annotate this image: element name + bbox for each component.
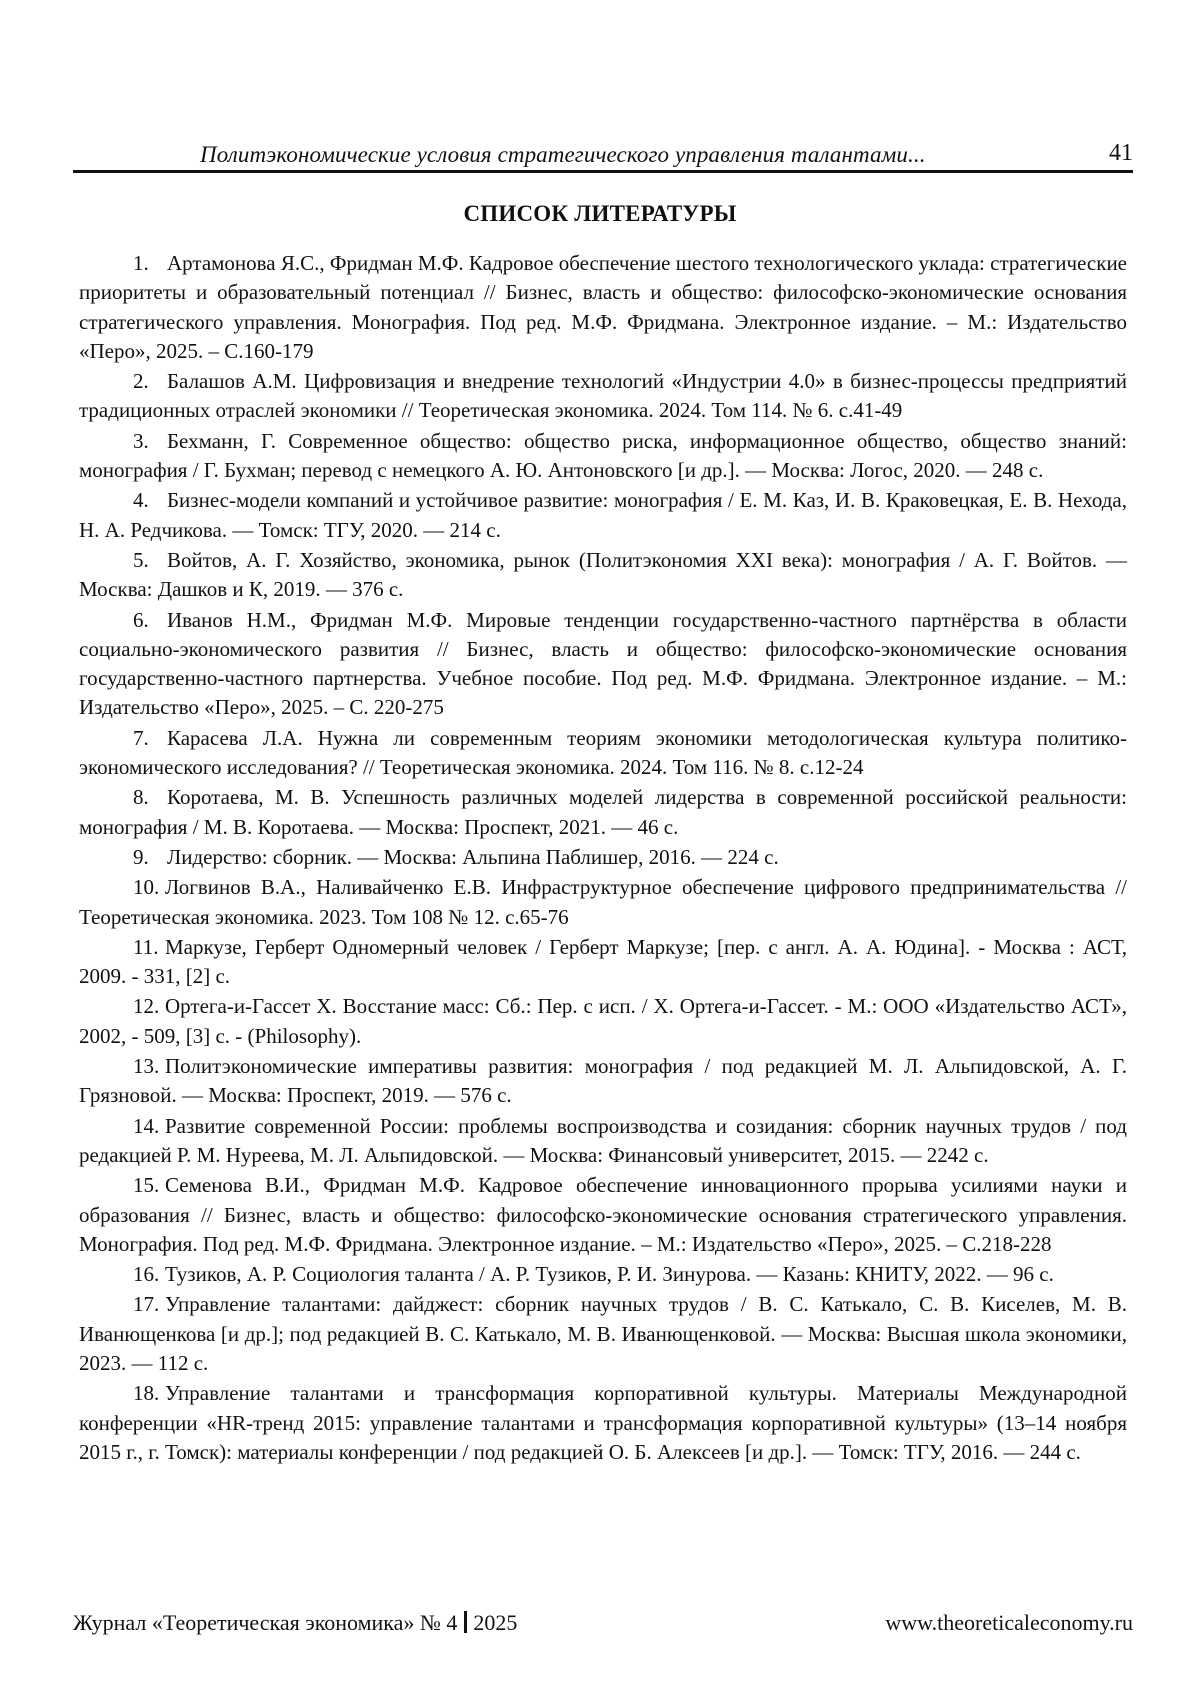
- reference-text: Управление талантами и трансформация корпоративной культуры. Материалы Международной конференции «HR-тренд 2015: управление талантами и трансформация корпоративной культуры» (13–14 ноября 2015 г., г. Томск): материалы конференции / под редакцией О. Б. Алексеев [и др.]. — Томск: ТГУ, 2016. — 244 с.: [79, 1381, 1127, 1464]
- reference-number: 17.: [133, 1290, 165, 1319]
- reference-item: [79, 933, 1127, 992]
- running-header: [73, 136, 1133, 173]
- reference-text: Политэкономические императивы развития: монография / под редакцией М. Л. Альпидовской, А. Г. Грязновой. — Москва: Проспект, 2019. — 576 с.: [79, 1054, 1127, 1107]
- reference-number: 12.: [133, 992, 165, 1021]
- reference-item: [79, 1260, 1127, 1289]
- reference-text: Управление талантами: дайджест: сборник научных трудов / В. С. Катькало, С. В. Киселев, М. В. Иванющенкова [и др.]; под редакцией В. С. Катькало, М. В. Иванющенковой. — Москва: Высшая школа экономики, 2023. — 112 с.: [79, 1292, 1127, 1375]
- reference-number: 5.: [133, 546, 167, 575]
- reference-number: 14.: [133, 1112, 165, 1141]
- reference-text: Бехманн, Г. Современное общество: общество риска, информационное общество, общество знаний: монография / Г. Бухман; перевод с немецкого А. Ю. Антоновского [и др.]. — Москва: Логос, 2020. — 248 с.: [79, 429, 1127, 482]
- footer-journal: [73, 1610, 517, 1636]
- reference-item: [79, 606, 1127, 723]
- reference-item: [79, 427, 1127, 486]
- reference-number: 8.: [133, 783, 167, 812]
- reference-item: [79, 873, 1127, 932]
- reference-number: 13.: [133, 1052, 165, 1081]
- reference-item: [79, 546, 1127, 605]
- journal-page: [0, 0, 1200, 1697]
- reference-text: Ортега-и-Гассет Х. Восстание масс: Сб.: Пер. с исп. / Х. Ортега-и-Гассет. - М.: ООО «Издательство АСТ», 2002, - 509, [3] с. - (Philosophy).: [79, 994, 1127, 1047]
- page-number: 41: [1109, 140, 1133, 167]
- reference-number: 7.: [133, 724, 167, 753]
- reference-number: 15.: [133, 1171, 165, 1200]
- reference-number: 10.: [133, 873, 165, 902]
- reference-text: Тузиков, А. Р. Социология таланта / А. Р. Тузиков, Р. И. Зинурова. — Казань: КНИТУ, 2022. — 96 с.: [165, 1262, 1054, 1286]
- reference-number: 3.: [133, 427, 167, 456]
- references-heading: СПИСОК ЛИТЕРАТУРЫ: [0, 201, 1200, 227]
- reference-item: [79, 724, 1127, 783]
- reference-number: 9.: [133, 843, 167, 872]
- reference-item: [79, 367, 1127, 426]
- reference-list: [79, 249, 1127, 1468]
- reference-text: Артамонова Я.С., Фридман М.Ф. Кадровое обеспечение шестого технологического уклада: стратегические приоритеты и образовательный потенциал // Бизнес, власть и общество: философско-экономические основания стратегического управления. Монография. Под ред. М.Ф. Фридмана. Электронное издание. – М.: Издательство «Перо», 2025. – С.160-179: [79, 251, 1127, 363]
- reference-item: [79, 843, 1127, 872]
- reference-text: Семенова В.И., Фридман М.Ф. Кадровое обеспечение инновационного прорыва усилиями науки и образования // Бизнес, власть и общество: философско-экономические основания стратегического управления. Монография. Под ред. М.Ф. Фридмана. Электронное издание. – М.: Издательство «Перо», 2025. – С.218-228: [79, 1173, 1127, 1256]
- reference-text: Коротаева, М. В. Успешность различных моделей лидерства в современной российской реальности: монография / М. В. Коротаева. — Москва: Проспект, 2021. — 46 с.: [79, 785, 1127, 838]
- page-footer: [73, 1610, 1133, 1640]
- reference-item: [79, 1171, 1127, 1259]
- reference-item: [79, 249, 1127, 366]
- reference-text: Бизнес-модели компаний и устойчивое развитие: монография / Е. М. Каз, И. В. Краковецкая, Е. В. Нехода, Н. А. Редчикова. — Томск: ТГУ, 2020. — 214 с.: [79, 488, 1127, 541]
- reference-item: [79, 1290, 1127, 1378]
- reference-item: [79, 1112, 1127, 1171]
- running-title: Политэкономические условия стратегического управления талантами...: [200, 142, 926, 168]
- reference-text: Балашов А.М. Цифровизация и внедрение технологий «Индустрии 4.0» в бизнес-процессы предприятий традиционных отраслей экономики // Теоретическая экономика. 2024. Том 114. № 6. с.41-49: [79, 369, 1127, 422]
- reference-number: 1.: [133, 249, 167, 278]
- footer-website-link[interactable]: www.theoreticaleconomy.ru: [885, 1610, 1133, 1636]
- reference-item: [79, 783, 1127, 842]
- reference-item: [79, 1379, 1127, 1467]
- reference-number: 4.: [133, 486, 167, 515]
- reference-text: Лидерство: сборник. — Москва: Альпина Паблишер, 2016. — 224 с.: [167, 845, 779, 869]
- reference-number: 18.: [133, 1379, 165, 1408]
- reference-number: 6.: [133, 606, 167, 635]
- reference-text: Логвинов В.А., Наливайченко Е.В. Инфраструктурное обеспечение цифрового предпринимательства // Теоретическая экономика. 2023. Том 108 № 12. с.65-76: [79, 875, 1127, 928]
- reference-number: 11.: [133, 933, 165, 962]
- reference-text: Иванов Н.М., Фридман М.Ф. Мировые тенденции государственно-частного партнёрства в области социально-экономического развития // Бизнес, власть и общество: философско-экономические основания государственно-частного партнерства. Учебное пособие. Под ред. М.Ф. Фридмана. Электронное издание. – М.: Издательство «Перо», 2025. – С. 220-275: [79, 608, 1127, 720]
- footer-journal-title: Журнал «Теоретическая экономика» № 4: [73, 1610, 457, 1635]
- reference-text: Маркузе, Герберт Одномерный человек / Герберт Маркузе; [пер. с англ. А. А. Юдина]. - Москва : АСТ, 2009. - 331, [2] с.: [79, 935, 1127, 988]
- reference-item: [79, 486, 1127, 545]
- footer-year: 2025: [473, 1610, 517, 1635]
- reference-item: [79, 1052, 1127, 1111]
- reference-item: [79, 992, 1127, 1051]
- reference-number: 16.: [133, 1260, 165, 1289]
- reference-text: Войтов, А. Г. Хозяйство, экономика, рынок (Политэкономия XXI века): монография / А. Г. Войтов. — Москва: Дашков и К, 2019. — 376 с.: [79, 548, 1127, 601]
- reference-text: Развитие современной России: проблемы воспроизводства и созидания: сборник научных трудов / под редакцией Р. М. Нуреева, М. Л. Альпидовской. — Москва: Финансовый университет, 2015. — 2242 с.: [79, 1114, 1127, 1167]
- reference-number: 2.: [133, 367, 167, 396]
- reference-text: Карасева Л.А. Нужна ли современным теориям экономики методологическая культура политико-экономического исследования? // Теоретическая экономика. 2024. Том 116. № 8. с.12-24: [79, 726, 1127, 779]
- footer-separator: [464, 1611, 467, 1633]
